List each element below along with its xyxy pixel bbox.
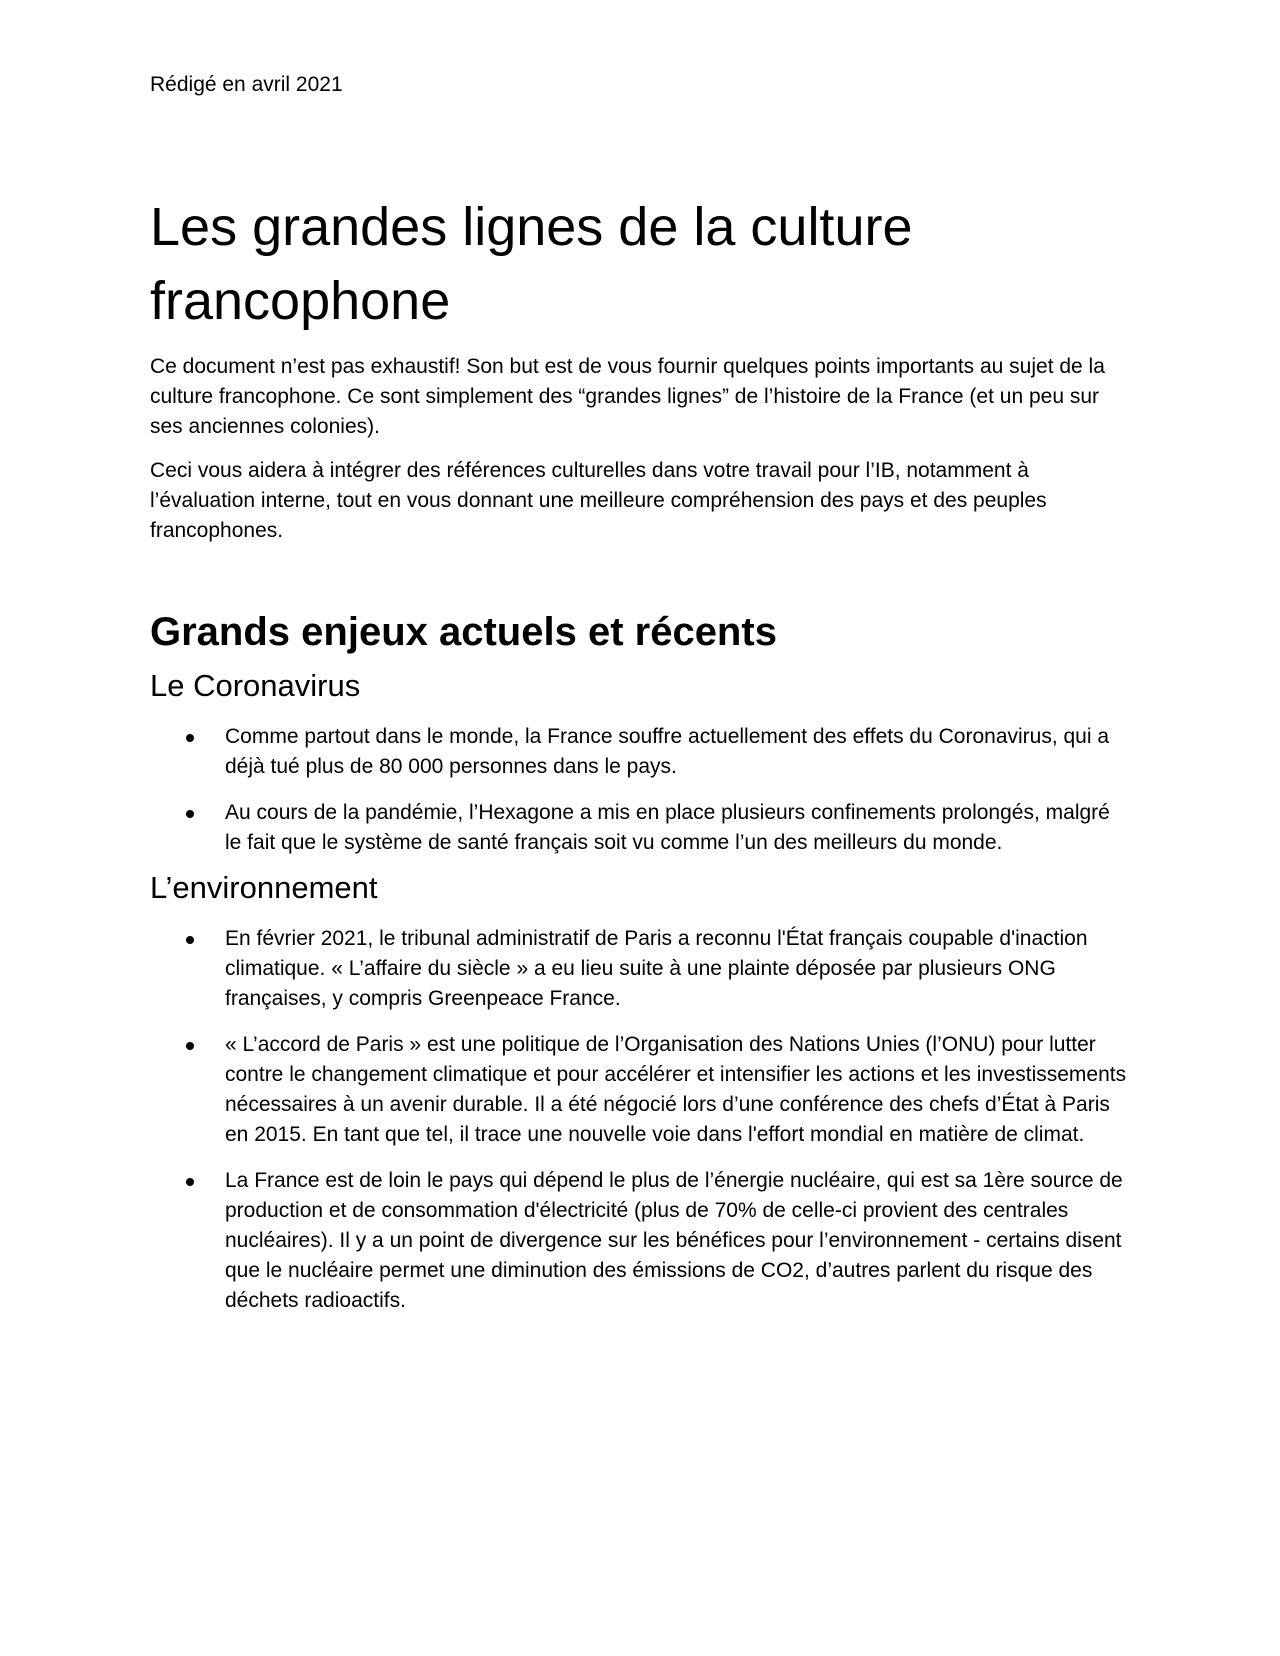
subsection-heading-coronavirus: Le Coronavirus xyxy=(150,668,361,703)
bullet-icon xyxy=(186,734,194,742)
bullet-icon xyxy=(186,1178,194,1186)
bullet-icon xyxy=(186,936,194,944)
intro-section xyxy=(150,352,1130,546)
list-item xyxy=(150,1030,1127,1150)
intro-paragraph-2: Ceci vous aidera à intégrer des références culturelles dans votre travail pour l’IB, notamment à l’évaluation interne, tout en vous donnant une meilleure compréhension des pays et des peuples francophones. xyxy=(150,459,1047,542)
date-line: Rédigé en avril 2021 xyxy=(150,73,343,96)
bullet-icon xyxy=(186,810,194,818)
section-heading: Grands enjeux actuels et récents xyxy=(150,610,777,654)
document-title: Les grandes lignes de la culture francophone xyxy=(150,197,913,331)
list-item-text: « L’accord de Paris » est une politique de l’Organisation des Nations Unies (l’ONU) pour lutter contre le changement climatique et pour accélérer et intensifier les actions et les investissements nécessaires à un avenir durable. Il a été négocié lors d’une conférence des chefs d’État à Paris en 2015. En tant que tel, il trace une nouvelle voie dans l'effort mondial en matière de climat. xyxy=(225,1033,1127,1146)
list-item-text: La France est de loin le pays qui dépend le plus de l’énergie nucléaire, qui est sa 1ère source de production et de consommation d'électricité (plus de 70% de celle-ci provient des centrales nucléaires). Il y a un point de divergence sur les bénéfices pour l’environnement - certains disent que le nucléaire permet une diminution des émissions de CO2, d’autres parlent du risque des déchets radioactifs. xyxy=(225,1169,1123,1312)
bullet-list-environnement xyxy=(150,924,1130,1316)
intro-paragraph-1: Ce document n’est pas exhaustif! Son but est de vous fournir quelques points importants au sujet de la culture francophone. Ce sont simplement des “grandes lignes” de l’histoire de la France (et un peu sur ses anciennes colonies). xyxy=(150,355,1105,438)
list-item-text: Au cours de la pandémie, l’Hexagone a mis en place plusieurs confinements prolongés, malgré le fait que le système de santé français soit vu comme l’un des meilleurs du monde. xyxy=(225,801,1110,854)
list-item-text: Comme partout dans le monde, la France souffre actuellement des effets du Coronavirus, qui a déjà tué plus de 80 000 personnes dans le pays. xyxy=(225,725,1110,778)
list-item xyxy=(150,722,1127,782)
list-item xyxy=(150,924,1127,1014)
list-item xyxy=(150,798,1127,858)
document-page xyxy=(150,70,1130,1316)
bullet-icon xyxy=(186,1042,194,1050)
list-item-text: En février 2021, le tribunal administratif de Paris a reconnu l'État français coupable d'inaction climatique. « L’affaire du siècle » a eu lieu suite à une plainte déposée par plusieurs ONG françaises, y compris Greenpeace France. xyxy=(225,927,1088,1010)
list-item xyxy=(150,1166,1127,1316)
subsection-heading-environnement: L’environnement xyxy=(150,870,378,905)
bullet-list-coronavirus xyxy=(150,722,1130,858)
